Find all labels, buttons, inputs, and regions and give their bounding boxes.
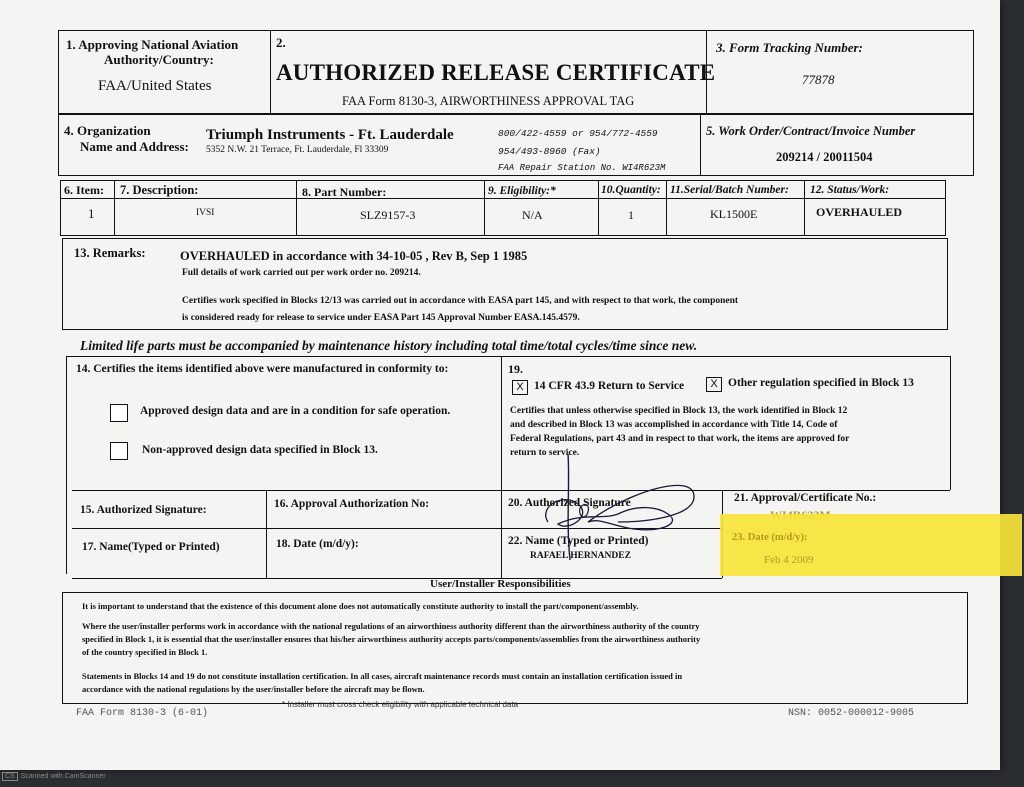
block14-label: 14. Certifies the items identified above were manufactured in conformity to: bbox=[76, 363, 449, 375]
header-eligibility: 9. Eligibility:* bbox=[488, 185, 556, 197]
scanner-watermark bbox=[2, 772, 106, 781]
header-part-number: 8. Part Number: bbox=[302, 185, 387, 199]
printed-name: RAFAEL HERNANDEZ bbox=[530, 551, 631, 561]
handwritten-signature bbox=[508, 452, 708, 562]
block17-label: 17. Name(Typed or Printed) bbox=[82, 541, 220, 553]
block20-label: 20. Authorized Signature bbox=[508, 497, 631, 509]
block23-label: 23. Date (m/d/y): bbox=[732, 532, 808, 543]
fax-number: 954/493-8960 (Fax) bbox=[498, 146, 601, 157]
user-para-3b: accordance with the national regulations by the user/installer before the aircraft may be flown. bbox=[82, 684, 425, 694]
other-regulation-checkbox[interactable]: X bbox=[706, 377, 722, 392]
block1-label: 1. Approving National Aviation bbox=[66, 37, 239, 52]
block19-text-2: and described in Block 13 was accomplished in accordance with Title 14, Code of bbox=[510, 420, 838, 430]
user-para-1: It is important to understand that the existence of this document alone does not automatically constitute authority to install the part/component/assembly. bbox=[82, 601, 639, 611]
cell-description: IVSI bbox=[196, 208, 215, 218]
header-serial: 11.Serial/Batch Number: bbox=[670, 184, 789, 196]
return-to-service-checkbox[interactable]: X bbox=[512, 380, 528, 395]
nsn-number: NSN: 0052-000012-9005 bbox=[788, 708, 915, 719]
block18-label: 18. Date (m/d/y): bbox=[276, 538, 359, 550]
scanner-logo-icon: CS bbox=[2, 772, 18, 781]
cell-part-number: SLZ9157-3 bbox=[360, 208, 416, 222]
cell-item: 1 bbox=[88, 206, 95, 221]
tracking-number: 77878 bbox=[802, 72, 835, 87]
remarks-line-3: Certifies work specified in Blocks 12/13 was carried out in accordance with EASA part 145, and with respect to that work, the component bbox=[182, 296, 739, 306]
remarks-line-2: Full details of work carried out per work order no. 209214. bbox=[182, 268, 421, 278]
block4-label-2: Name and Address: bbox=[80, 139, 189, 154]
block1-value: FAA/United States bbox=[98, 78, 212, 94]
page-title: AUTHORIZED RELEASE CERTIFICATE bbox=[276, 60, 716, 85]
scanner-text: Scanned with CamScanner bbox=[20, 773, 106, 780]
cell-eligibility: N/A bbox=[522, 208, 543, 222]
approved-design-label: Approved design data and are in a condition for safe operation. bbox=[140, 405, 451, 417]
organization-name: Triumph Instruments - Ft. Lauderdale bbox=[206, 127, 454, 143]
block19-text-4: return to service. bbox=[510, 448, 580, 458]
block3-label: 3. Form Tracking Number: bbox=[716, 40, 863, 55]
user-para-2c: of the country specified in Block 1. bbox=[82, 647, 208, 657]
user-para-2b: specified in Block 1, it is essential that the user/installer ensures that his/her airworthiness authority accepts parts/components/assemblies from the airworthiness authority bbox=[82, 634, 701, 644]
block21-label: 21. Approval/Certificate No.: bbox=[734, 492, 877, 504]
phone-numbers: 800/422-4559 or 954/772-4559 bbox=[498, 128, 658, 139]
date-value: Feb 4 2009 bbox=[764, 554, 814, 566]
header-item: 6. Item: bbox=[64, 183, 104, 197]
block19-label: 19. bbox=[508, 362, 523, 376]
block5-label: 5. Work Order/Contract/Invoice Number bbox=[706, 124, 916, 138]
organization-address: 5352 N.W. 21 Terrace, Ft. Lauderdale, Fl 33309 bbox=[206, 145, 389, 155]
header-status: 12. Status/Work: bbox=[810, 184, 890, 196]
limited-life-notice: Limited life parts must be accompanied by maintenance history including total time/total cycles/time since new. bbox=[80, 338, 698, 353]
block16-label: 16. Approval Authorization No: bbox=[274, 498, 430, 510]
cell-status: OVERHAULED bbox=[816, 205, 903, 219]
block4-label: 4. Organization bbox=[64, 123, 151, 138]
form-subtitle: FAA Form 8130-3, AIRWORTHINESS APPROVAL TAG bbox=[342, 94, 635, 108]
block19-text-1: Certifies that unless otherwise specified in Block 13, the work identified in Block 12 bbox=[510, 406, 848, 416]
approved-design-checkbox[interactable] bbox=[110, 404, 128, 422]
nonapproved-design-label: Non-approved design data specified in Block 13. bbox=[142, 444, 378, 456]
work-order-number: 209214 / 20011504 bbox=[776, 150, 873, 164]
form-number: FAA Form 8130-3 (6-01) bbox=[76, 708, 209, 719]
remarks-line-1: OVERHAULED in accordance with 34-10-05 , Rev B, Sep 1 1985 bbox=[180, 249, 528, 263]
remarks-line-4: is considered ready for release to service under EASA Part 145 Approval Number EASA.145.4579. bbox=[182, 313, 580, 323]
block1-label-2: Authority/Country: bbox=[104, 52, 214, 67]
cell-quantity: 1 bbox=[628, 208, 634, 222]
user-installer-title: User/Installer Responsibilities bbox=[430, 578, 571, 590]
return-to-service-label: 14 CFR 43.9 Return to Service bbox=[534, 380, 685, 392]
other-regulation-label: Other regulation specified in Block 13 bbox=[728, 377, 914, 389]
header-description: 7. Description: bbox=[120, 183, 199, 197]
cell-serial: KL1500E bbox=[710, 207, 758, 221]
nonapproved-design-checkbox[interactable] bbox=[110, 442, 128, 460]
highlight-sticker bbox=[720, 514, 1022, 576]
block22-label: 22. Name (Typed or Printed) bbox=[508, 535, 649, 547]
user-para-3a: Statements in Blocks 14 and 19 do not constitute installation certification. In all cases, aircraft maintenance records must contain an installation certification issued in bbox=[82, 671, 683, 681]
header-quantity: 10.Quantity: bbox=[601, 184, 661, 196]
block2-num: 2. bbox=[276, 35, 286, 50]
remarks-label: 13. Remarks: bbox=[74, 246, 146, 260]
repair-station: FAA Repair Station No. WI4R623M bbox=[498, 163, 666, 173]
block19-text-3: Federal Regulations, part 43 and in respect to that work, the items are approved for bbox=[510, 434, 850, 444]
user-para-2a: Where the user/installer performs work in accordance with the national regulations of an airworthiness authority different than the airworthiness authority of the country bbox=[82, 621, 700, 631]
eligibility-note: * Installer must cross check eligibility with applicable technical data bbox=[282, 700, 519, 709]
block15-label: 15. Authorized Signature: bbox=[80, 504, 207, 516]
